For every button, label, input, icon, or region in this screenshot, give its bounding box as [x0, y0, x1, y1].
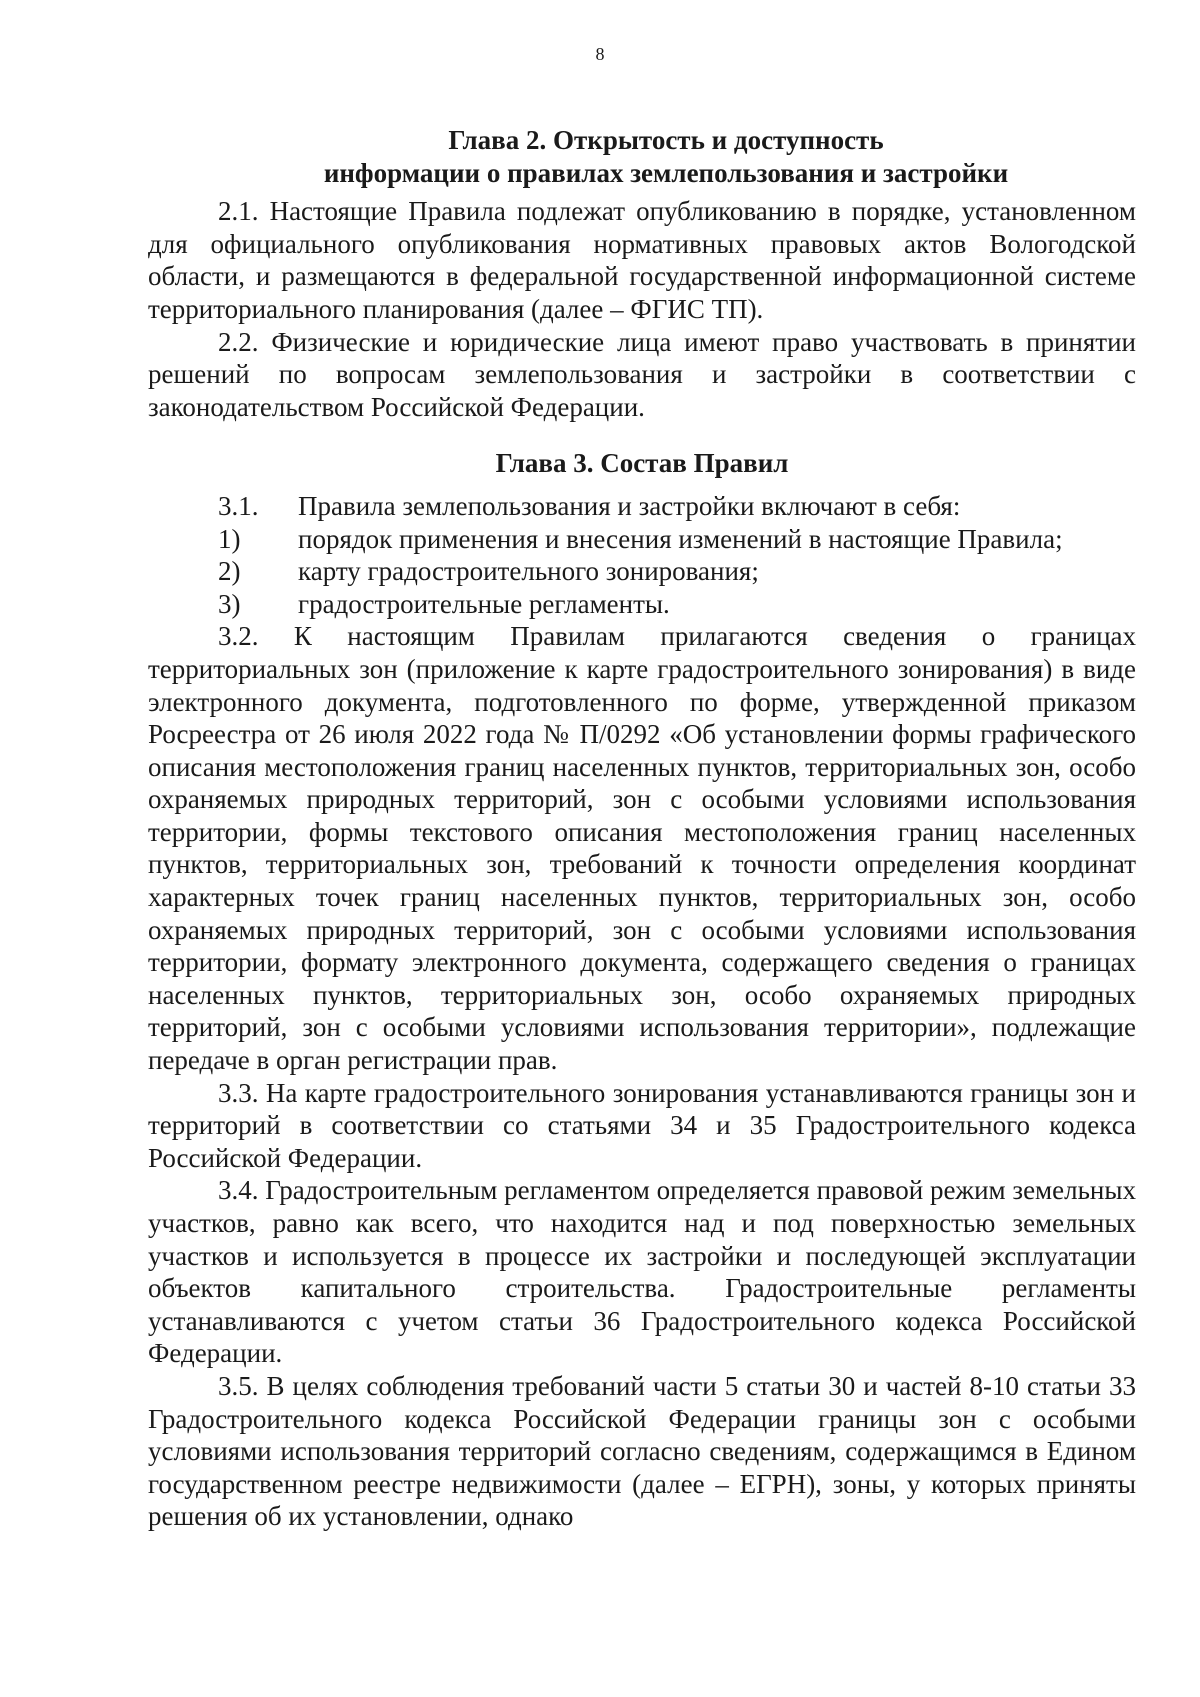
list-item — [148, 588, 1136, 621]
list-item-text: порядок применения и внесения изменений в настоящие Правила; — [298, 523, 1063, 554]
paragraph-3-5: 3.5. В целях соблюдения требований части 5 статьи 30 и частей 8-10 статьи 33 Градостроительного кодекса Российской Федерации границы зон с особыми условиями использования территорий согласно сведениям, содержащимся в Едином государственном реестре недвижимости (далее – ЕГРН), зоны, у которых приняты решения об их установлении, однако — [148, 1370, 1136, 1532]
chapter-2-title-line-2: информации о правилах землепользования и застройки — [323, 157, 1009, 188]
list-item-number: 3.1. — [218, 490, 259, 521]
list-item-text: градостроительные регламенты. — [298, 588, 670, 619]
list-item — [148, 523, 1136, 556]
chapter-3-title: Глава 3. Состав Правил — [495, 448, 789, 479]
list-item — [148, 555, 1136, 588]
paragraph-3-2: 3.2. К настоящим Правилам прилагаются сведения о границах территориальных зон (приложение к карте градостроительного зонирования) в виде электронного документа, подготовленного по форме, утвержденной приказом Росреестра от 26 июля 2022 года № П/0292 «Об установлении формы графического описания местоположения границ населенных пунктов, территориальных зон, особо охраняемых природных территорий, зон с особыми условиями использования территории, формы текстового описания местоположения границ населенных пунктов, территориальных зон, требований к точности определения координат характерных точек границ населенных пунктов, территориальных зон, особо охраняемых природных территорий, зон с особыми условиями использования территории, формату электронного документа, содержащего сведения о границах населенных пунктов, территориальных зон, особо охраняемых природных территорий, зон с особыми условиями использования территории», подлежащие передаче в орган регистрации прав. — [148, 621, 1136, 1076]
list-item-number: 1) — [218, 523, 241, 554]
chapter-2-title-line-1: Глава 2. Открытость и доступность — [448, 125, 884, 155]
page-number: 8 — [595, 44, 605, 64]
list-item-text: карту градостроительного зонирования; — [298, 556, 759, 587]
paragraph-3-3: 3.3. На карте градостроительного зонирования устанавливаются границы зон и территорий в соответствии со статьями 34 и 35 Градостроительного кодекса Российской Федерации. — [148, 1077, 1136, 1173]
list-item — [148, 490, 1136, 523]
paragraph-3-4: 3.4. Градостроительным регламентом определяется правовой режим земельных участков, равно как всего, что находится над и под поверхностью земельных участков и используется в процессе их застройки и последующей эксплуатации объектов капитального строительства. Градостроительные регламенты устанавливаются с учетом статьи 36 Градостроительного кодекса Российской Федерации. — [148, 1175, 1136, 1369]
list-item-text: Правила землепользования и застройки включают в себя: — [298, 490, 961, 521]
paragraph-2-1: 2.1. Настоящие Правила подлежат опубликованию в порядке, установленном для официального опубликования нормативных правовых актов Вологодской области, и размещаются в федеральной государственной информационной системе территориального планирования (далее – ФГИС ТП). — [148, 196, 1136, 324]
paragraph-2-2: 2.2. Физические и юридические лица имеют право участвовать в принятии решений по вопросам землепользования и застройки в соответствии с законодательством Российской Федерации. — [148, 326, 1136, 422]
document-body — [148, 124, 1136, 1533]
list-item-number: 3) — [218, 588, 241, 619]
list-item-number: 2) — [218, 556, 241, 587]
